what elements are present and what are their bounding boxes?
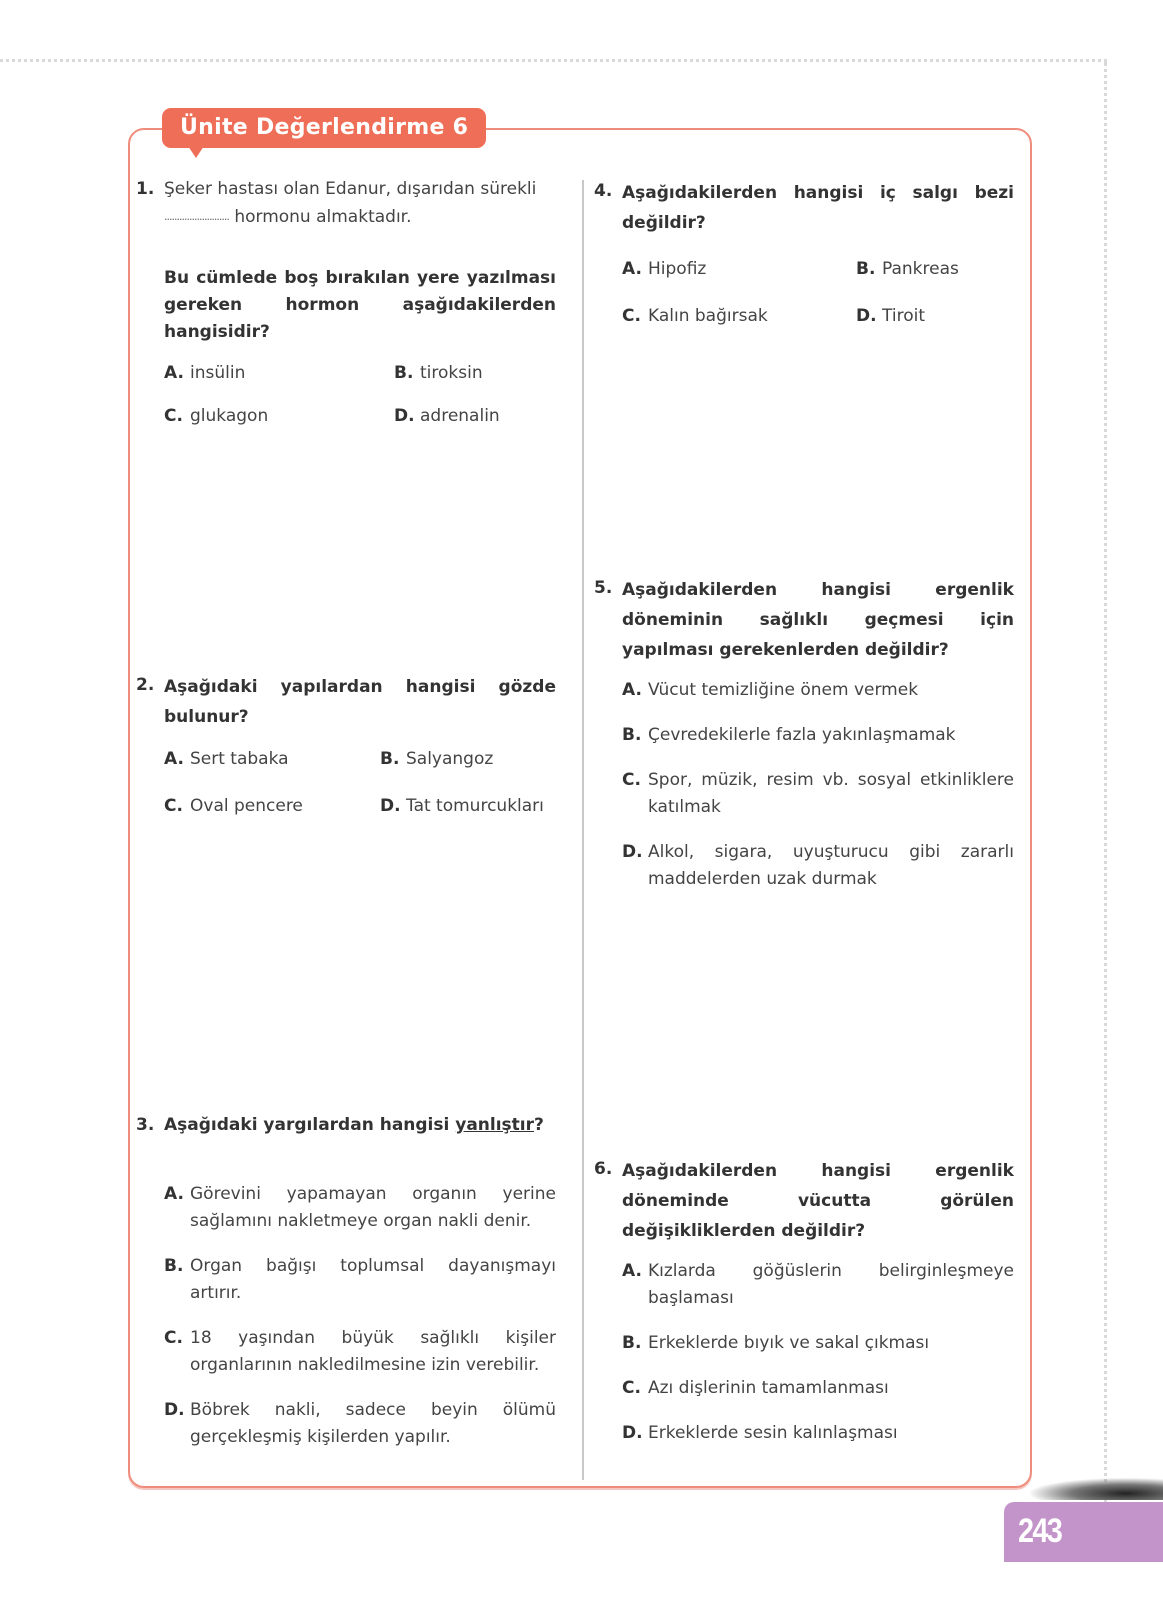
- question-stem: [164, 176, 556, 231]
- option-text: Vücut temizliğine önem vermek: [648, 680, 919, 700]
- option-a[interactable]: [622, 1258, 1014, 1312]
- option-letter: C.: [622, 1378, 641, 1398]
- option-text: Erkeklerde bıyık ve sakal çıkması: [648, 1333, 930, 1353]
- option-text: Tiroit: [882, 306, 925, 326]
- question-2: [136, 672, 556, 820]
- question-stem: [164, 1112, 556, 1139]
- answer-options: [622, 256, 1014, 330]
- stem-text: Şeker hastası olan Edanur, dışarıdan sürekli: [164, 179, 537, 199]
- option-letter: A.: [164, 749, 184, 769]
- option-letter: C.: [164, 796, 183, 816]
- option-d[interactable]: [380, 793, 556, 820]
- option-text: Böbrek nakli, sadece beyin ölümü gerçekleşmiş kişilerden yapılır.: [190, 1400, 556, 1447]
- option-b[interactable]: [622, 722, 1014, 749]
- option-text: Spor, müzik, resim vb. sosyal etkinliklere katılmak: [648, 770, 1014, 817]
- question-6: [594, 1156, 1014, 1465]
- option-a[interactable]: [622, 256, 856, 283]
- option-text: 18 yaşından büyük sağlıklı kişiler organlarının nakledilmesine izin verebilir.: [190, 1328, 556, 1375]
- blank-line: ..........................: [164, 210, 229, 223]
- option-c[interactable]: [164, 403, 394, 430]
- option-letter: B.: [380, 749, 400, 769]
- option-b[interactable]: [394, 360, 556, 387]
- page-dotted-border-right: [1104, 62, 1107, 1502]
- option-letter: B.: [394, 363, 414, 383]
- question-number: 2.: [136, 675, 155, 695]
- option-text: tiroksin: [420, 363, 483, 383]
- stem-text: ?: [534, 1115, 544, 1135]
- page-tab-shadow: [1030, 1478, 1163, 1500]
- option-b[interactable]: [856, 256, 1014, 283]
- option-text: Görevini yapamayan organın yerine sağlamını nakletmeye organ nakli denir.: [190, 1184, 556, 1231]
- option-text: Alkol, sigara, uyuşturucu gibi zararlı maddelerden uzak durmak: [648, 842, 1014, 889]
- stem-text: Aşağıdaki yargılardan hangisi: [164, 1115, 456, 1135]
- option-letter: B.: [622, 725, 642, 745]
- option-text: Pankreas: [882, 259, 959, 279]
- option-d[interactable]: [394, 403, 556, 430]
- answer-options: [164, 360, 556, 430]
- option-letter: D.: [394, 406, 415, 426]
- option-c[interactable]: [622, 767, 1014, 821]
- question-number: 3.: [136, 1115, 155, 1135]
- option-letter: C.: [622, 306, 641, 326]
- page-dotted-border-top: [0, 59, 1107, 62]
- option-text: Oval pencere: [190, 796, 303, 816]
- option-text: Kızlarda göğüslerin belirginleşmeye başlaması: [648, 1261, 1014, 1308]
- option-letter: A.: [164, 363, 184, 383]
- option-text: Azı dişlerinin tamamlanması: [648, 1378, 889, 1398]
- answer-options: [164, 1181, 556, 1451]
- option-b[interactable]: [380, 746, 556, 773]
- option-letter: C.: [622, 770, 641, 790]
- stem-text: hormonu almaktadır.: [228, 207, 412, 227]
- option-letter: C.: [164, 406, 183, 426]
- option-text: glukagon: [190, 406, 269, 426]
- question-number: 4.: [594, 181, 613, 201]
- option-b[interactable]: [622, 1330, 1014, 1357]
- question-stem: Aşağıdakilerden hangisi ergenlik döneminde vücutta görülen değişikliklerden değildir?: [622, 1161, 1014, 1241]
- option-a[interactable]: [622, 677, 1014, 704]
- question-stem: Aşağıdakilerden hangisi ergenlik döneminin sağlıklı geçmesi için yapılması gerekenlerden değildir?: [622, 580, 1014, 660]
- option-d[interactable]: [856, 303, 1014, 330]
- option-letter: D.: [164, 1400, 185, 1420]
- option-a[interactable]: [164, 360, 394, 387]
- option-letter: D.: [380, 796, 401, 816]
- option-letter: A.: [622, 1261, 642, 1281]
- answer-options: [164, 746, 556, 820]
- option-text: Kalın bağırsak: [648, 306, 768, 326]
- option-text: Hipofiz: [648, 259, 707, 279]
- option-letter: B.: [622, 1333, 642, 1353]
- option-b[interactable]: [164, 1253, 556, 1307]
- option-letter: A.: [164, 1184, 184, 1204]
- option-text: Sert tabaka: [190, 749, 289, 769]
- question-1: [136, 176, 556, 430]
- badge-pointer-icon: [188, 146, 204, 158]
- option-text: insülin: [190, 363, 246, 383]
- page-number: 243: [1018, 1512, 1062, 1550]
- option-letter: B.: [164, 1256, 184, 1276]
- question-4: [594, 178, 1014, 330]
- answer-options: [622, 677, 1014, 893]
- question-prompt: Bu cümlede boş bırakılan yere yazılması gereken hormon aşağıdakilerden hangisidir?: [164, 268, 556, 342]
- option-letter: D.: [856, 306, 877, 326]
- question-number: 6.: [594, 1159, 613, 1179]
- option-letter: D.: [622, 1423, 643, 1443]
- option-letter: A.: [622, 680, 642, 700]
- option-c[interactable]: [164, 793, 380, 820]
- option-a[interactable]: [164, 746, 380, 773]
- stem-underlined-text: yanlıştır: [455, 1115, 535, 1135]
- option-d[interactable]: [622, 1420, 1014, 1447]
- question-3: [136, 1112, 556, 1469]
- question-stem: Aşağıdakilerden hangisi iç salgı bezi değildir?: [622, 183, 1014, 233]
- option-d[interactable]: [164, 1397, 556, 1451]
- section-title-badge: [162, 108, 486, 148]
- option-letter: C.: [164, 1328, 183, 1348]
- question-number: 1.: [136, 179, 155, 199]
- option-a[interactable]: [164, 1181, 556, 1235]
- option-text: Çevredekilerle fazla yakınlaşmamak: [648, 725, 956, 745]
- question-5: [594, 575, 1014, 911]
- option-d[interactable]: [622, 839, 1014, 893]
- option-text: Organ bağışı toplumsal dayanışmayı artırır.: [190, 1256, 556, 1303]
- option-text: Salyangoz: [406, 749, 494, 769]
- option-text: Erkeklerde sesin kalınlaşması: [648, 1423, 898, 1443]
- column-divider: [582, 180, 584, 1480]
- option-text: adrenalin: [420, 406, 500, 426]
- option-letter: D.: [622, 842, 643, 862]
- question-number: 5.: [594, 578, 613, 598]
- option-c[interactable]: [622, 303, 856, 330]
- option-c[interactable]: [164, 1325, 556, 1379]
- section-title: Ünite Değerlendirme 6: [180, 115, 469, 140]
- option-letter: A.: [622, 259, 642, 279]
- answer-options: [622, 1258, 1014, 1447]
- option-letter: B.: [856, 259, 876, 279]
- question-stem: Aşağıdaki yapılardan hangisi gözde bulunur?: [164, 677, 556, 727]
- option-c[interactable]: [622, 1375, 1014, 1402]
- option-text: Tat tomurcukları: [406, 796, 544, 816]
